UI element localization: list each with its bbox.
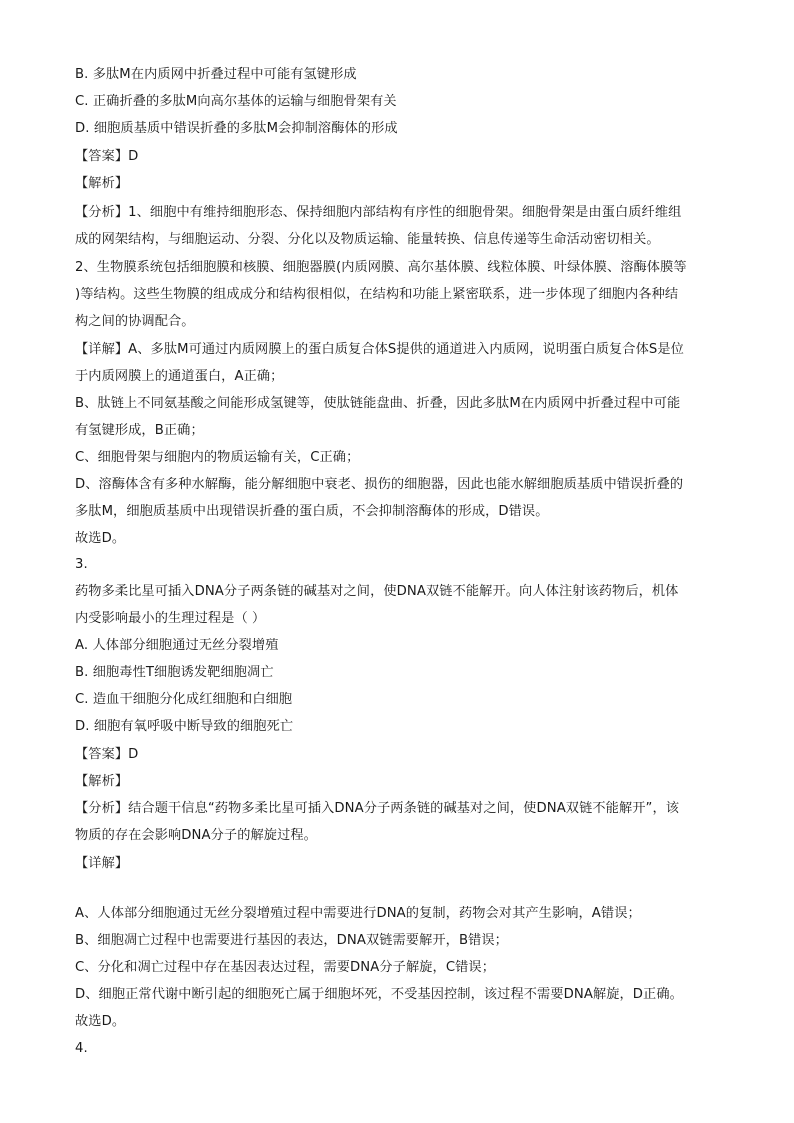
text-line: 【分析】结合题干信息“药物多柔比星可插入DNA分子两条链的碱基对之间，使DNA双链不能解开”，该	[75, 801, 680, 816]
text-line: 故选D。	[75, 531, 126, 546]
text-line: )等结构。这些生物膜的组成成分和结构很相似，在结构和功能上紧密联系，进一步体现了细胞内各种结	[75, 287, 679, 302]
option-c-line: C. 造血干细胞分化成红细胞和白细胞	[75, 692, 293, 707]
text-line: 物质的存在会影响DNA分子的解旋过程。	[75, 828, 317, 843]
text-line: 【详解】A、多肽M可通过内质网膜上的蛋白质复合体S提供的通道进入内质网，说明蛋白质复合体S是位	[75, 342, 684, 357]
text-line: D、细胞正常代谢中断引起的细胞死亡属于细胞坏死，不受基因控制，该过程不需要DNA解旋，D正确。	[75, 987, 683, 1002]
text-line: C、细胞骨架与细胞内的物质运输有关，C正确；	[75, 450, 360, 465]
option-b-line: B. 细胞毒性T细胞诱发靶细胞凋亡	[75, 665, 274, 680]
analysis-heading: 【解析】	[75, 774, 129, 789]
text-line: 多肽M，细胞质基质中出现错误折叠的蛋白质，不会抑制溶酶体的形成，D错误。	[75, 504, 549, 519]
option-d-line: D. 细胞有氧呼吸中断导致的细胞死亡	[75, 719, 294, 734]
question-stem-line: 药物多柔比星可插入DNA分子两条链的碱基对之间，使DNA双链不能解开。向人体注射该药物后，机体	[75, 584, 679, 599]
text-line: B、肽链上不同氨基酸之间能形成氢键等，使肽链能盘曲、折叠，因此多肽M在内质网中折叠过程中可能	[75, 396, 681, 411]
text-line: 有氢键形成，B正确；	[75, 423, 204, 438]
text-line: A、人体部分细胞通过无丝分裂增殖过程中需要进行DNA的复制，药物会对其产生影响，A错误；	[75, 906, 641, 921]
analysis-heading: 【解析】	[75, 176, 129, 191]
option-b-line: B. 多肽M在内质网中折叠过程中可能有氢键形成	[75, 67, 357, 82]
text-line: 【分析】1、细胞中有维持细胞形态、保持细胞内部结构有序性的细胞骨架。细胞骨架是由蛋白质纤维组	[75, 205, 682, 220]
text-line: 成的网架结构，与细胞运动、分裂、分化以及物质运输、能量转换、信息传递等生命活动密切相关。	[75, 232, 660, 247]
question-number: 3.	[75, 557, 88, 572]
text-line: 故选D。	[75, 1014, 126, 1029]
question-number: 4.	[75, 1041, 88, 1056]
answer-line: 【答案】D	[75, 149, 139, 164]
detail-heading: 【详解】	[75, 856, 129, 871]
text-line: 构之间的协调配合。	[75, 314, 195, 329]
option-d-line: D. 细胞质基质中错误折叠的多肽M会抑制溶酶体的形成	[75, 121, 398, 136]
text-line: 2、生物膜系统包括细胞膜和核膜、细胞器膜(内质网膜、高尔基体膜、线粒体膜、叶绿体膜、溶酶体膜等	[75, 260, 687, 275]
option-a-line: A. 人体部分细胞通过无丝分裂增殖	[75, 638, 279, 653]
text-line: C、分化和凋亡过程中存在基因表达过程，需要DNA分子解旋，C错误；	[75, 960, 496, 975]
text-line: D、溶酶体含有多种水解酶，能分解细胞中衰老、损伤的细胞器，因此也能水解细胞质基质中错误折叠的	[75, 477, 684, 492]
text-line: 于内质网膜上的通道蛋白，A正确；	[75, 369, 284, 384]
text-line: B、细胞凋亡过程中也需要进行基因的表达，DNA双链需要解开，B错误；	[75, 933, 508, 948]
option-c-line: C. 正确折叠的多肽M向高尔基体的运输与细胞骨架有关	[75, 94, 397, 109]
answer-line: 【答案】D	[75, 747, 139, 762]
question-stem-line: 内受影响最小的生理过程是（ ）	[75, 611, 266, 626]
